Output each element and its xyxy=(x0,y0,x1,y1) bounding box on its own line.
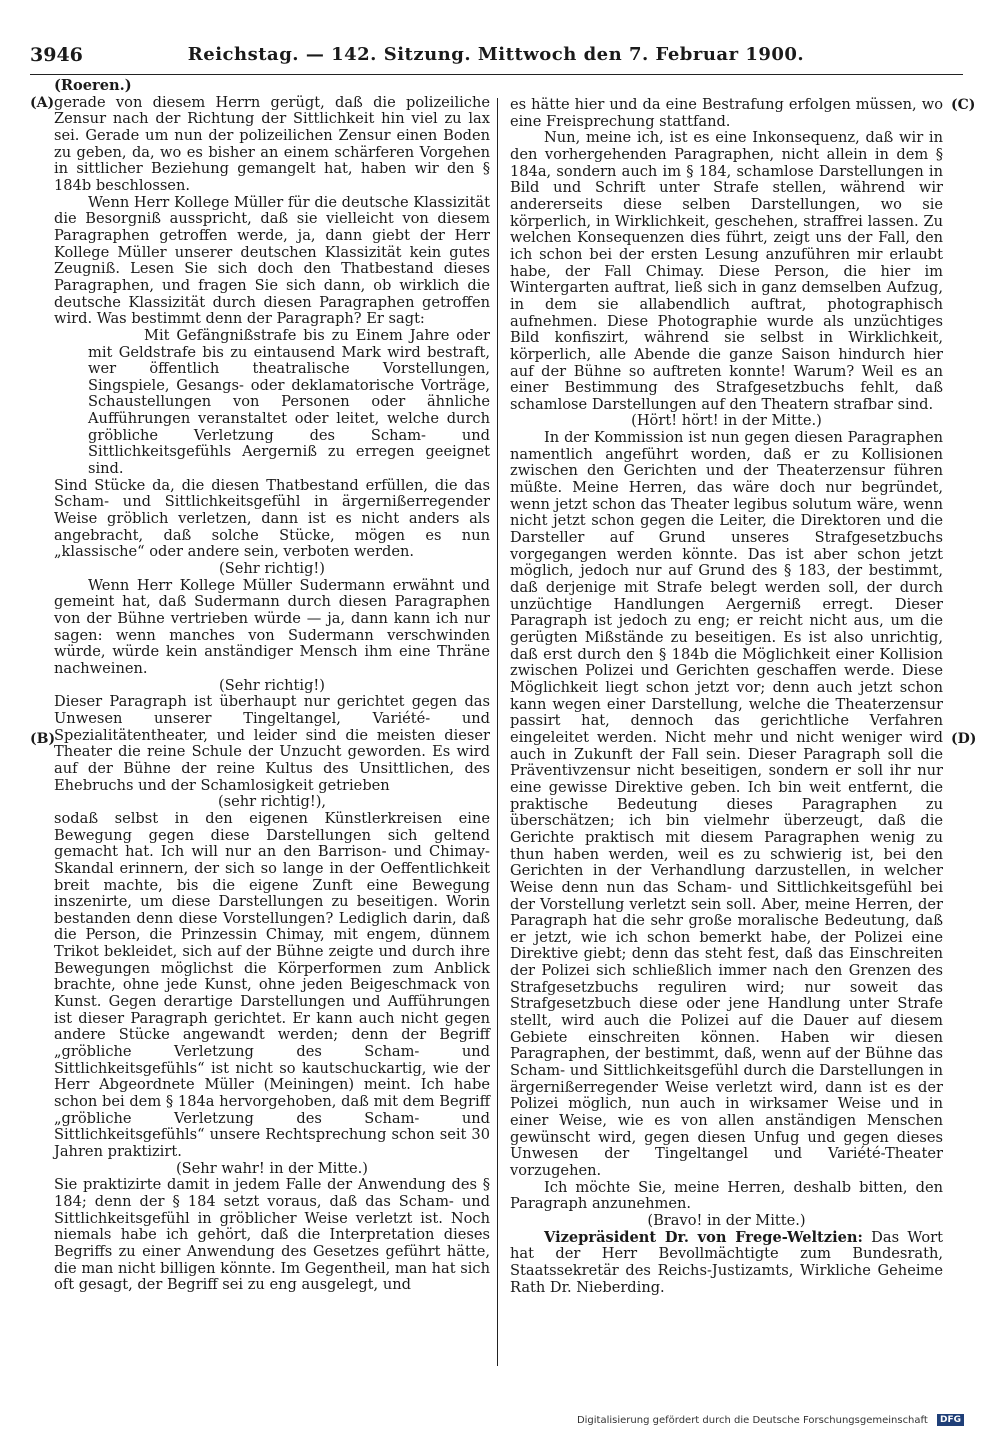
right-column xyxy=(510,97,943,1296)
law-quote: Mit Gefängnißstrafe bis zu Einem Jahre oder mit Geldstrafe bis zu eintausend Mark wird bestraft, wer öffentlich theatralische Vorstellungen, Singspiele, Gesangs- oder deklamatorische Vorträge, Schaustellungen von Personen oder ähnliche Aufführungen veranstaltet oder leitet, welche durch gröbliche Verletzung des Scham- und Sittlichkeitsgefühls Aergerniß zu erregen geeignet sind. xyxy=(88,326,490,478)
paragraph: sodaß selbst in den eigenen Künstlerkreisen eine Bewegung gegen diese Darstellungen sich geltend gemacht hat. Ich will nur an den Barrison- und Chimay-Skandal erinnern, der sich so lange in der Oeffentlichkeit breit machte, bis die eigene Zunft eine Bewegung inszenirte, um diese Darstellungen zu beseitigen. Worin bestanden denn diese Vorstellungen? Lediglich darin, daß die Person, die Prinzessin Chimay, mit engem, dünnem Trikot bekleidet, sich auf der Bühne zeigte und durch ihre Bewegungen möglichst die Körperformen zum Anblick brachte, ohne jede Kunst, ohne jeden Beigeschmack von Kunst. Gegen derartige Darstellungen und Aufführungen ist dieser Paragraph gerichtet. Er kann auch nicht gegen andere Stücke angewandt werden; denn der Begriff „gröbliche Verletzung des Scham- und Sittlichkeitsgefühls“ ist nicht so kautschuckartig, wie der Herr Abgeordnete Müller (Meiningen) meint. Ich habe schon bei dem § 184a hervorgehoben, daß mit dem Begriff „gröbliche Verletzung des Scham- und Sittlichkeitsgefühls“ unsere Rechtsprechung schon seit 30 Jahren praktizirt. xyxy=(54,809,490,1160)
paragraph: Dieser Paragraph ist überhaupt nur gerichtet gegen das Unwesen unserer Tingeltangel, Variété- und Spezialitätentheater, und leider sind die meisten dieser Theater die reine Schule der Unzucht geworden. Es wird auf der Bühne der reine Kultus des Unsittlichen, des Ehebruchs und der Schamlosigkeit getrieben xyxy=(54,693,490,794)
paragraph: Sind Stücke da, die diesen Thatbestand erfüllen, die das Scham- und Sittlichkeitsgefühl in ärgernißerregender Weise gröblich verletzen, dann ist es nicht anders als angebracht, daß solche Stücke, mögen es nun „klassische“ oder andere sein, verboten werden. xyxy=(54,476,490,561)
page-title: Reichstag. — 142. Sitzung. Mittwoch den 7. Februar 1900. xyxy=(187,44,805,65)
interjection: (Sehr richtig!) xyxy=(219,560,325,578)
header-rule xyxy=(30,74,963,75)
footer-credit xyxy=(577,1414,964,1426)
margin-marker-c: (C) xyxy=(951,97,976,113)
margin-marker-d: (D) xyxy=(951,731,977,747)
margin-marker-a: (A) xyxy=(30,95,55,111)
paragraph: Sie praktizirte damit in jedem Falle der Anwendung des § 184; denn der § 184 setzt voraus, daß das Scham- und Sittlichkeitsgefühl in gröblicher Weise verletzt ist. Noch niemals habe ich gehört, daß die Interpretation dieses Begriffs zu einer Anwendung des Gesetzes geführt hätte, die man nicht billigen könnte. Im Gegentheil, man hat sich oft gesagt, der Begriff sei zu eng ausgelegt, und xyxy=(54,1176,490,1294)
interjection: (sehr richtig!), xyxy=(217,793,327,811)
interjection: (Bravo! in der Mitte.) xyxy=(647,1211,806,1229)
paragraph-text: Das Wort hat der Herr Bevollmächtigte zum Bundesrath, Staatssekretär des Reichs-Justizamts, Wirkliche Geheime Rath Dr. Nieberding. xyxy=(510,1228,943,1296)
interjection: (Sehr wahr! in der Mitte.) xyxy=(175,1159,369,1177)
interjection: (Sehr richtig!) xyxy=(219,676,325,694)
paragraph: Nun, meine ich, ist es eine Inkonsequenz, daß wir in den vorhergehenden Paragraphen, nicht allein in dem § 184a, sondern auch im § 184, schamlose Darstellungen in Bild und Schrift unter Strafe stellen, während wir andererseits diese selben Darstellungen, wo sie körperlich, in Wirklichkeit, geschehen, straffrei lassen. Zu welchen Konsequenzen dies führt, zeigt uns der Fall, den ich schon bei der ersten Lesung anzuführen mir erlaubt habe, der Fall Chimay. Diese Person, die hier im Wintergarten auftrat, ließ sich in ganz demselben Aufzug, in dem sie allabendlich auftrat, photographisch aufnehmen. Diese Photographie wurde als unzüchtiges Bild konfiszirt, während sie selbst in Wirklichkeit, körperlich, alle Abende die ganze Saison hindurch hier auf der Bühne so auftreten konnte! Warum? Weil es an einer Bestimmung des Strafgesetzbuchs fehlt, daß schamlose Darstellungen auf den Theatern strafbar sind. xyxy=(510,129,943,413)
page-number: 3946 xyxy=(30,44,83,66)
margin-marker-b: (B) xyxy=(30,731,56,747)
paragraph: es hätte hier und da eine Bestrafung erfolgen müssen, wo eine Freisprechung stattfand. xyxy=(510,96,943,130)
speaker-name: (Roeren.) xyxy=(54,77,132,94)
paragraph: gerade von diesem Herrn gerügt, daß die polizeiliche Zensur nach der Richtung der Sittlichkeit hin viel zu lax sei. Gerade um nun der polizeilichen Zensur einen Boden zu geben, da, wo es bisher an einem schärferen Vorgehen in sittlicher Beziehung gemangelt hat, haben wir den § 184b beschlossen. xyxy=(54,93,490,194)
paragraph xyxy=(510,1230,943,1297)
dfg-logo: DFG xyxy=(937,1414,964,1426)
page-header xyxy=(30,44,962,70)
interjection: (Hört! hört! in der Mitte.) xyxy=(631,412,822,430)
column-divider xyxy=(497,98,498,1366)
paragraph: In der Kommission ist nun gegen diesen Paragraphen namentlich angeführt worden, daß er zu Kollisionen zwischen den Gerichten und der Theaterzensur führen müßte. Meine Herren, das wäre doch nur begründet, wenn jetzt schon das Theater legibus solutum wäre, wenn nicht jetzt schon gegen die Leiter, die Direktoren und die Darsteller auf Grund unseres Strafgesetzbuchs vorgegangen werden könnte. Das ist aber schon jetzt möglich, jedoch nur auf Grund des § 183, der bestimmt, daß derjenige mit Strafe belegt werden soll, der durch unzüchtige Handlungen Aergerniß erregt. Dieser Paragraph ist jedoch zu eng; er reicht nicht aus, um die gerügten Mißstände zu beseitigen. Es ist also unrichtig, daß erst durch den § 184b die Möglichkeit einer Kollision zwischen Polizei und Gerichten geschaffen werde. Diese Möglichkeit liegt schon jetzt vor; denn auch jetzt schon kann wegen einer Darstellung, welche die Theaterzensur passirt hat, dennoch das gerichtliche Verfahren eingeleitet werden. Nicht mehr und nicht weniger wird auch in Zukunft der Fall sein. Dieser Paragraph soll die Präventivzensur nicht beseitigen, sondern er soll ihr nur eine gewisse Direktive geben. Ich bin weit entfernt, die praktische Bedeutung dieses Paragraphen zu überschätzen; ich bin vielmehr überzeugt, daß die Gerichte praktisch mit diesem Paragraphen wenig zu thun haben werden, weil es zu schwierig ist, bei den Gerichten in der Verhandlung darzustellen, in welcher Weise denn nun das Scham- und Sittlichkeitsgefühl bei der Vorstellung verletzt sein soll. Aber, meine Herren, der Paragraph hat die sehr große moralische Bedeutung, daß er jetzt, wie ich schon bemerkt habe, der Polizei eine Direktive giebt; denn das steht fest, daß das Einschreiten der Polizei sich schließlich immer nach den Grenzen des Strafgesetzbuchs reguliren wird; nur soweit das Strafgesetzbuch diese oder jene Handlung unter Strafe stellt, wird auch die Polizei auf die Dauer auf diesem Gebiete einschreiten können. Haben wir diesen Paragraphen, der bestimmt, daß, wenn auf der Bühne das Scham- und Sittlichkeitsgefühl durch die Darstellungen in ärgernißerregender Weise verletzt wird, dann ist es der Polizei möglich, nun auch in wirksamer Weise und in einer Weise, wie es von allen anständigen Menschen gewünscht wird, gegen diesen Unfug und gegen dieses Unwesen der Tingeltangel und Variété-Theater vorzugehen. xyxy=(510,429,943,1179)
left-column xyxy=(54,78,490,1294)
paragraph: Wenn Herr Kollege Müller für die deutsche Klassizität die Besorgniß ausspricht, daß sie vielleicht von diesem Paragraphen getroffen werde, ja, dann giebt der Herr Kollege Müller unserer deutschen Klassizität kein gutes Zeugniß. Lesen Sie sich doch den Thatbestand dieses Paragraphen, und fragen Sie sich dann, ob wirklich die deutsche Klassizität durch diesen Paragraphen getroffen wird. Was bestimmt denn der Paragraph? Er sagt: xyxy=(54,193,490,328)
speaker-name: Vizepräsident Dr. von Frege-Weltzien: xyxy=(544,1228,863,1246)
paragraph: Ich möchte Sie, meine Herren, deshalb bitten, den Paragraph anzunehmen. xyxy=(510,1178,943,1213)
paragraph: Wenn Herr Kollege Müller Sudermann erwähnt und gemeint hat, daß Sudermann durch diesen Paragraphen von der Bühne vertrieben würde — ja, dann kann ich nur sagen: wenn manches von Sudermann verschwinden würde, würde kein anständiger Mensch ihm eine Thräne nachweinen. xyxy=(54,576,490,677)
footer-text: Digitalisierung gefördert durch die Deutsche Forschungsgemeinschaft xyxy=(576,1415,928,1426)
